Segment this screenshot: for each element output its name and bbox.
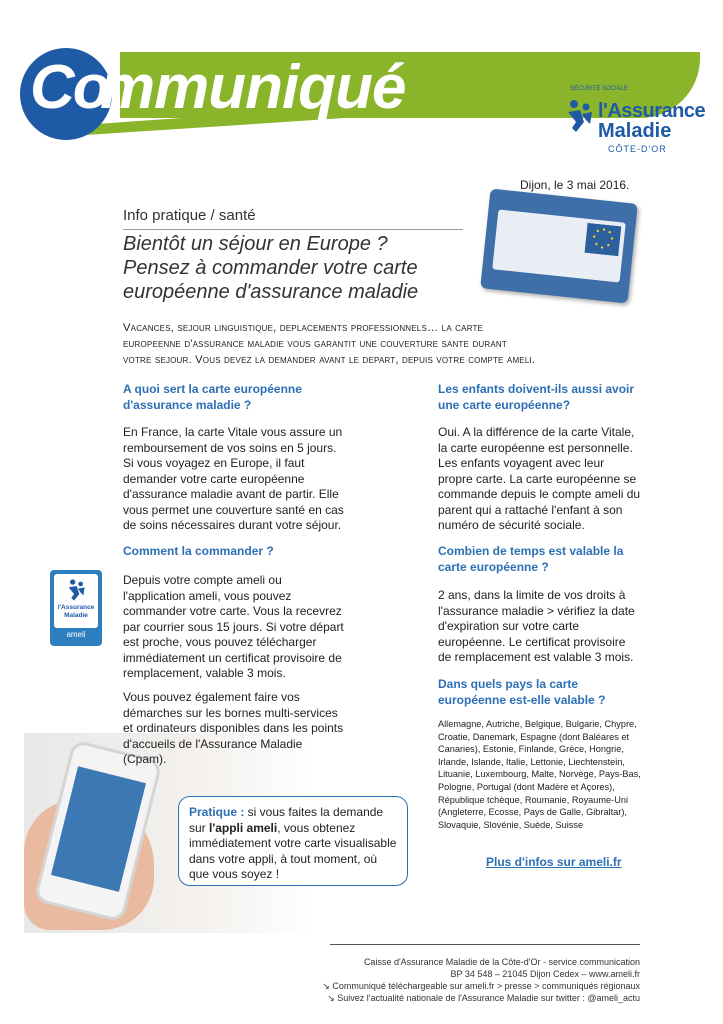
- body-line: européenne. Le certificat provisoire: [438, 634, 626, 649]
- headline: [123, 232, 483, 304]
- footer: [260, 956, 640, 1004]
- body-line: l'application ameli, vous pouvez: [123, 588, 292, 603]
- pratique-callout: [178, 796, 408, 886]
- pratique-text-2: , vous obtenez immédiatement votre carte visualisable dans votre appli, à tout moment, où que vous soyez !: [189, 820, 397, 881]
- body-line: En France, la carte Vitale vous assure un: [123, 425, 343, 439]
- pratique-text-1: si vous faites la demande sur: [189, 805, 384, 835]
- app-icon-face: [54, 574, 98, 628]
- section-title-line: carte européenne ?: [438, 560, 549, 574]
- logo-line-1: l'Assurance: [598, 100, 706, 122]
- logo-line-3: CÔTE-D'OR: [608, 144, 667, 154]
- phone-screen: [51, 766, 146, 892]
- intro-paragraph: [123, 320, 658, 368]
- app-icon-line: l'Assurance: [57, 604, 95, 611]
- body-line: Depuis votre compte ameli ou: [123, 573, 282, 587]
- section-body-order: [123, 573, 373, 682]
- countries-line: Croatie, Danemark, Espagne (dont Baléares et: [438, 731, 629, 742]
- body-line: (Cpam).: [123, 752, 167, 766]
- logo-tagline: SÉCURITÉ SOCIALE: [570, 86, 629, 92]
- countries-line: (Angleterre, Ecosse, Pays de Galle, Gibraltar),: [438, 807, 627, 818]
- section-title-children: [438, 381, 678, 413]
- countries-line: République tchèque, Roumanie, Royaume-Uni: [438, 794, 628, 805]
- footer-line: BP 34 548 – 21045 Dijon Cedex – www.ameli.fr: [450, 969, 640, 979]
- pratique-label: Pratique :: [189, 805, 245, 819]
- body-line: immédiatement un certificat provisoire de: [123, 650, 342, 665]
- family-emblem-icon: [562, 98, 596, 134]
- body-line: d'accueils de l'Assurance Maladie: [123, 736, 303, 751]
- intro-line: europeenne d'assurance maladie vous garantit une couverture sante durant: [123, 338, 507, 350]
- footer-divider: [330, 944, 640, 945]
- eu-stars-icon: [584, 223, 621, 256]
- section-title-purpose: [123, 381, 383, 413]
- body-line: Oui. A la différence de la carte Vitale,: [438, 425, 635, 439]
- body-line: Vous pouvez également faire vos: [123, 690, 300, 704]
- countries-line: Pologne, Portugal (dont Madère et Açores),: [438, 781, 615, 792]
- section-title-line: Dans quels pays la carte: [438, 677, 579, 691]
- section-title-validity: [438, 543, 678, 575]
- body-line: et ordinateurs disponibles dans les points: [123, 721, 344, 735]
- body-line: l'assurance maladie > vérifiez la date: [438, 603, 635, 618]
- title-initial: Co: [30, 53, 109, 122]
- footer-line: ↘ Suivez l'actualité nationale de l'Assurance Maladie sur twitter : @ameli_actu: [327, 993, 640, 1003]
- page-title: mmuniqué: [100, 53, 406, 122]
- european-health-card-image: [480, 189, 638, 304]
- divider: [123, 229, 463, 230]
- countries-line: Slovaquie, Slovénie, Suède, Suisse: [438, 819, 584, 830]
- document-date: Dijon, le 3 mai 2016.: [520, 178, 630, 192]
- body-line: parent qui a rattaché l'enfant à son: [438, 502, 623, 517]
- ameli-info-link[interactable]: Plus d'infos sur ameli.fr: [486, 855, 622, 869]
- app-icon-text: [54, 604, 98, 620]
- assurance-maladie-logo: [562, 86, 712, 166]
- section-title-line: A quoi sert la carte européenne: [123, 382, 302, 396]
- body-line: la carte européenne est personnelle.: [438, 440, 633, 455]
- section-body-purpose: [123, 425, 393, 534]
- family-emblem-icon: [64, 578, 88, 602]
- section-title-line: Les enfants doivent-ils aussi avoir: [438, 382, 635, 396]
- body-line: commande depuis le compte ameli du: [438, 487, 641, 501]
- intro-line: Vacances, sejour linguistique, deplacements professionnels… la carte: [123, 322, 484, 334]
- body-line: de soins nécessaires durant votre séjour.: [123, 518, 342, 532]
- body-line: remboursement de vos soins en 5 jours.: [123, 440, 337, 455]
- body-line: d'assurance maladie avant de partir. Elle: [123, 487, 339, 501]
- countries-list: [438, 718, 678, 831]
- body-line: commander votre carte. Vous la recevrez: [123, 604, 342, 618]
- countries-line: Lituanie, Luxembourg, Malte, Norvège, Pays-Bas,: [438, 769, 641, 780]
- body-line: numéro de sécurité sociale.: [438, 518, 585, 532]
- app-icon-label: ameli: [66, 630, 86, 639]
- body-line: 2 ans, dans la limite de vos droits à: [438, 588, 626, 602]
- countries-line: Canaries), Estonie, Finlande, Grèce, Hongrie,: [438, 744, 624, 755]
- info-category: Info pratique / santé: [123, 207, 256, 224]
- body-line: démarches sur les bornes multi-services: [123, 705, 338, 720]
- section-body-order-2: [123, 690, 373, 768]
- footer-line: ↘ Communiqué téléchargeable sur ameli.fr > presse > communiqués régionaux: [322, 981, 640, 991]
- section-body-validity: [438, 588, 678, 666]
- section-title-line: européenne est-elle valable ?: [438, 693, 606, 707]
- section-title-order: Comment la commander ?: [123, 544, 274, 558]
- section-title-countries: [438, 676, 678, 708]
- body-line: vous permet une couverture santé en cas: [123, 502, 344, 517]
- body-line: Si vous voyagez en Europe, il faut: [123, 456, 305, 470]
- countries-line: Irlande, Islande, Italie, Lettonie, Liechtenstein,: [438, 756, 625, 767]
- headline-line: Pensez à commander votre carte: [123, 257, 418, 279]
- body-line: remplacement, valable 3 mois.: [123, 666, 286, 680]
- section-title-line: une carte européenne?: [438, 398, 571, 412]
- countries-line: Allemagne, Autriche, Belgique, Bulgarie, Chypre,: [438, 719, 637, 729]
- footer-line: Caisse d'Assurance Maladie de la Côte-d'Or - service communication: [363, 957, 640, 967]
- body-line: de remplacement est valable 3 mois.: [438, 650, 634, 664]
- section-body-children: [438, 425, 678, 534]
- body-line: Les enfants voyagent avec leur: [438, 456, 605, 470]
- intro-line: votre sejour. Vous devez la demander avant le depart, depuis votre compte ameli.: [123, 354, 536, 366]
- app-icon-line: Maladie: [64, 612, 88, 619]
- section-title-line: d'assurance maladie ?: [123, 398, 252, 412]
- body-line: par courrier sous 15 jours. Si votre départ: [123, 619, 344, 634]
- section-title-line: Combien de temps est valable la: [438, 544, 624, 558]
- ameli-app-icon: [50, 570, 102, 646]
- headline-line: Bientôt un séjour en Europe ?: [123, 233, 388, 255]
- body-line: propre carte. La carte européenne se: [438, 471, 637, 486]
- logo-line-2: Maladie: [598, 120, 672, 142]
- body-line: d'expiration sur votre carte: [438, 619, 580, 633]
- headline-line: européenne d'assurance maladie: [123, 281, 419, 303]
- body-line: est proche, vous pouvez télécharger: [123, 635, 317, 649]
- pratique-appli: l'appli ameli: [209, 820, 278, 835]
- body-line: demander votre carte européenne: [123, 471, 305, 486]
